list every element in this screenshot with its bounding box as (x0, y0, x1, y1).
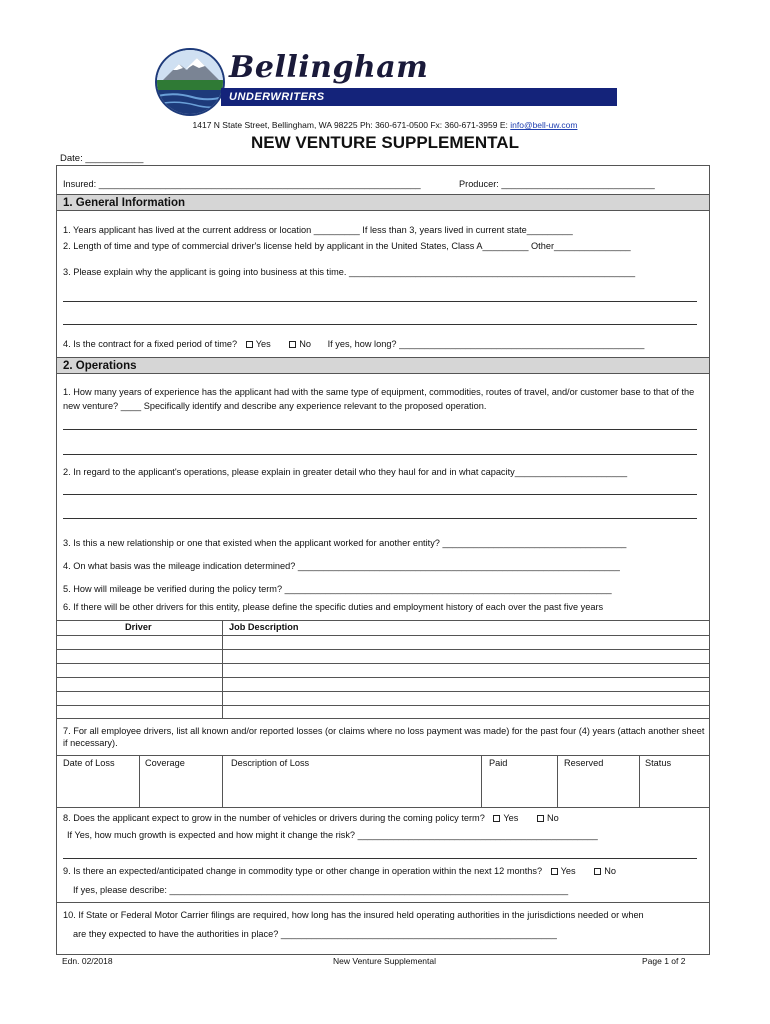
s2-question-10[interactable]: 10. If State or Federal Motor Carrier filings are required, how long has the insured held operating authorities in the jurisdictions needed or when (63, 910, 644, 920)
answer-line[interactable] (63, 494, 697, 495)
answer-line[interactable] (63, 518, 697, 519)
s2-question-9-text: 9. Is there an expected/anticipated change in commodity type or other change in operation within the next 12 months? (63, 866, 543, 876)
footer-doc-name: New Venture Supplemental (333, 956, 437, 966)
date-field[interactable]: Date: ___________ (60, 153, 144, 164)
answer-line[interactable] (63, 858, 697, 859)
s2-question-7: 7. For all employee drivers, list all known and/or reported losses (or claims where no loss payment was made) for the past four (4) years (attach another sheet if necessary). (63, 726, 705, 748)
checkbox-yes[interactable] (493, 815, 500, 822)
footer-page-number: Page 1 of 2 (642, 956, 686, 966)
page-title: NEW VENTURE SUPPLEMENTAL (251, 133, 519, 152)
no-label: No (604, 866, 616, 876)
yes-label: Yes (503, 813, 519, 823)
section-general-information: 1. General Information (57, 194, 709, 211)
s2-question-5[interactable]: 5. How will mileage be verified during the policy term? ________________________________________________________________ (63, 584, 612, 594)
s1-question-4b[interactable]: If yes, how long? ________________________________________________ (327, 339, 645, 349)
no-label: No (299, 339, 312, 349)
checkbox-no[interactable] (289, 341, 296, 348)
s2-question-8b[interactable]: If Yes, how much growth is expected and how might it change the risk? _______________________________________________ (67, 830, 598, 840)
email-link[interactable]: info@bell-uw.com (510, 120, 578, 130)
company-address (0, 120, 770, 130)
s2-question-8 (63, 813, 559, 823)
s2-question-3[interactable]: 3. Is this a new relationship or one that existed when the applicant worked for another entity? ____________________________________ (63, 538, 627, 548)
s2-question-10b[interactable]: are they expected to have the authorities in place? ______________________________________________________ (73, 929, 557, 939)
insured-field[interactable]: Insured: _______________________________________________________________ (63, 179, 421, 189)
answer-line[interactable] (63, 301, 697, 302)
s2-question-9 (63, 866, 616, 876)
s1-question-4 (63, 339, 644, 349)
answer-line[interactable] (63, 454, 697, 455)
loss-col-reserved: Reserved (564, 758, 604, 768)
s1-question-2[interactable]: 2. Length of time and type of commercial driver's license held by applicant in the United States, Class A_________ Other_______________ (63, 241, 631, 251)
yes-label: Yes (560, 866, 576, 876)
checkbox-no[interactable] (594, 868, 601, 875)
s1-question-4-text: 4. Is the contract for a fixed period of time? (63, 339, 238, 349)
s2-question-8-text: 8. Does the applicant expect to grow in the number of vehicles or drivers during the coming policy term? (63, 813, 485, 823)
loss-col-paid: Paid (489, 758, 508, 768)
s2-question-2[interactable]: 2. In regard to the applicant's operations, please explain in greater detail who they haul for and in what capacity______________________ (63, 467, 628, 477)
loss-col-description: Description of Loss (231, 758, 310, 768)
s2-question-1[interactable]: 1. How many years of experience has the applicant had with the same type of equipment, commodities, routes of travel, and/or customer base to that of the new venture? ____ Specifically identify and describe any experience relevant to the proposed operation. (63, 387, 695, 411)
producer-field[interactable]: Producer: ______________________________ (459, 179, 655, 189)
divider (57, 902, 709, 903)
address-text: 1417 N State Street, Bellingham, WA 98225 Ph: 360-671-0500 Fx: 360-671-3959 E: (192, 120, 508, 130)
answer-line[interactable] (63, 324, 697, 325)
no-label: No (546, 813, 559, 823)
checkbox-yes[interactable] (551, 868, 558, 875)
logo-name: Bellingham (229, 50, 429, 85)
answer-line[interactable] (63, 429, 697, 430)
footer-edition: Edn. 02/2018 (62, 956, 113, 966)
drivers-col-job: Job Description (229, 622, 299, 632)
yes-label: Yes (255, 339, 271, 349)
mountain-logo-icon (155, 48, 225, 116)
s2-question-9b[interactable]: If yes, please describe: ______________________________________________________________________________ (73, 885, 569, 895)
checkbox-no[interactable] (537, 815, 544, 822)
s1-question-3[interactable]: 3. Please explain why the applicant is going into business at this time. ________________________________________________________ (63, 267, 636, 277)
checkbox-yes[interactable] (246, 341, 253, 348)
company-logo (155, 48, 617, 120)
section-operations: 2. Operations (57, 357, 709, 374)
form-frame (56, 165, 710, 955)
s2-question-4[interactable]: 4. On what basis was the mileage indication determined? _______________________________________________________________ (63, 561, 620, 571)
loss-col-coverage: Coverage (145, 758, 185, 768)
s1-question-1[interactable]: 1. Years applicant has lived at the current address or location _________ If less than 3, years lived in current state_________ (63, 225, 573, 235)
loss-col-date: Date of Loss (63, 758, 115, 768)
loss-col-status: Status (645, 758, 672, 768)
drivers-col-driver: Driver (125, 622, 152, 632)
logo-subtitle-bar: UNDERWRITERS (221, 88, 617, 106)
s2-question-6: 6. If there will be other drivers for this entity, please define the specific duties and employment history of each over the past five years (63, 602, 604, 612)
